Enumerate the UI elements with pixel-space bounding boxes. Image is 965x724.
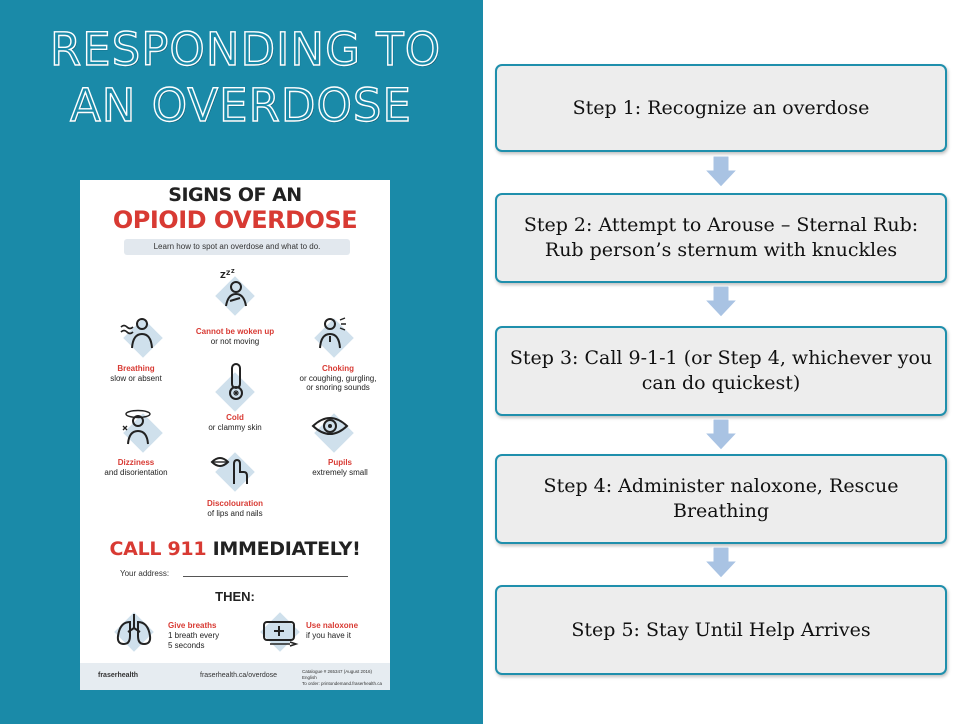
- sign-choking: [286, 364, 390, 393]
- footer-catalogue-number: Catalogue # 265347 (August 2016) English: [302, 669, 373, 680]
- down-arrow-icon: [704, 547, 738, 579]
- step-5-box: [495, 585, 947, 675]
- footer-catalogue: [302, 669, 386, 687]
- sign-detail: or coughing, gurgling,: [299, 373, 377, 383]
- sign-pupils: [290, 458, 390, 477]
- sign-breathing: [86, 364, 186, 383]
- step-3-text: Step 3: Call 9-1-1 (or Step 4, whichever you can do quickest): [509, 347, 933, 394]
- call-911-red: CALL 911: [109, 538, 207, 560]
- sign-label: Breathing: [117, 364, 155, 373]
- step-1-box: [495, 64, 947, 152]
- step-4-text: Step 4: Administer naloxone, Rescue Breathing: [543, 475, 899, 522]
- eye-icon: [310, 406, 350, 446]
- sign-cold: [190, 413, 280, 432]
- action-breaths: [168, 621, 219, 651]
- step-4-box: [495, 454, 947, 544]
- sign-dizziness: [86, 458, 186, 477]
- fraserhealth-logo: fraserhealth: [98, 672, 139, 679]
- action-label: Use naloxone: [306, 621, 359, 630]
- sign-discolouration: [180, 499, 290, 518]
- poster-title-line1: SIGNS OF AN: [168, 184, 302, 206]
- action-detail: if you have it: [306, 631, 351, 640]
- dizzy-person-icon: [118, 406, 158, 446]
- slide-title-line2: AN OVERDOSE: [70, 79, 412, 132]
- poster-title-line2: OPIOID OVERDOSE: [112, 206, 358, 234]
- action-naloxone: [306, 621, 358, 641]
- footer-order-info: To order: printondemand.fraserhealth.ca: [302, 681, 383, 686]
- sign-detail: slow or absent: [110, 373, 162, 383]
- step-1-text: Step 1: Recognize an overdose: [572, 96, 870, 119]
- sign-label: Cannot be woken up: [195, 327, 275, 336]
- slide-title: [40, 22, 460, 134]
- address-label: Your address:: [120, 569, 170, 578]
- sign-label: Choking: [322, 364, 354, 373]
- naloxone-kit-icon: [260, 612, 300, 652]
- sign-detail: and disorientation: [104, 467, 168, 477]
- call-911-heading: [80, 538, 390, 560]
- down-arrow-icon: [704, 419, 738, 451]
- sleeping-person-icon: [216, 268, 256, 308]
- sign-label: Discolouration: [206, 499, 263, 508]
- action-label: Give breaths: [168, 621, 217, 630]
- lips-hand-icon: [210, 448, 250, 488]
- then-heading: THEN:: [215, 589, 255, 604]
- sign-label: Pupils: [327, 458, 352, 467]
- poster-subtitle: Learn how to spot an overdose and what to do.: [124, 239, 350, 255]
- step-5-text: Step 5: Stay Until Help Arrives: [571, 618, 871, 641]
- breathing-person-icon: [118, 312, 158, 352]
- action-detail: 1 breath every: [168, 631, 220, 640]
- footer-url: fraserhealth.ca/overdose: [200, 672, 278, 679]
- choking-person-icon: [310, 312, 350, 352]
- slide-title-line1: RESPONDING TO: [50, 23, 442, 76]
- svg-text:Z: Z: [231, 269, 235, 275]
- action-detail: 5 seconds: [168, 641, 205, 650]
- step-2-text: Step 2: Attempt to Arouse – Sternal Rub: Rub person’s sternum with knuckles: [523, 214, 919, 261]
- sign-detail: or clammy skin: [208, 422, 262, 432]
- sign-detail: or not moving: [210, 336, 260, 346]
- thermometer-icon: [216, 362, 256, 402]
- down-arrow-icon: [704, 156, 738, 188]
- svg-text:Z: Z: [220, 271, 226, 280]
- sign-detail: of lips and nails: [207, 508, 263, 518]
- poster-footer: [80, 663, 390, 690]
- sign-label: Dizziness: [117, 458, 155, 467]
- overdose-poster: [80, 180, 390, 690]
- address-line: [183, 576, 348, 577]
- down-arrow-icon: [704, 286, 738, 318]
- sign-detail: extremely small: [312, 467, 368, 477]
- sign-label: Cold: [226, 413, 244, 422]
- lungs-icon: [114, 610, 154, 650]
- call-911-black: IMMEDIATELY!: [206, 538, 361, 560]
- sign-detail: or snoring sounds: [306, 383, 370, 392]
- svg-text:Z: Z: [226, 270, 231, 277]
- step-3-box: [495, 326, 947, 416]
- sign-unresponsive: [180, 327, 290, 346]
- step-2-box: [495, 193, 947, 283]
